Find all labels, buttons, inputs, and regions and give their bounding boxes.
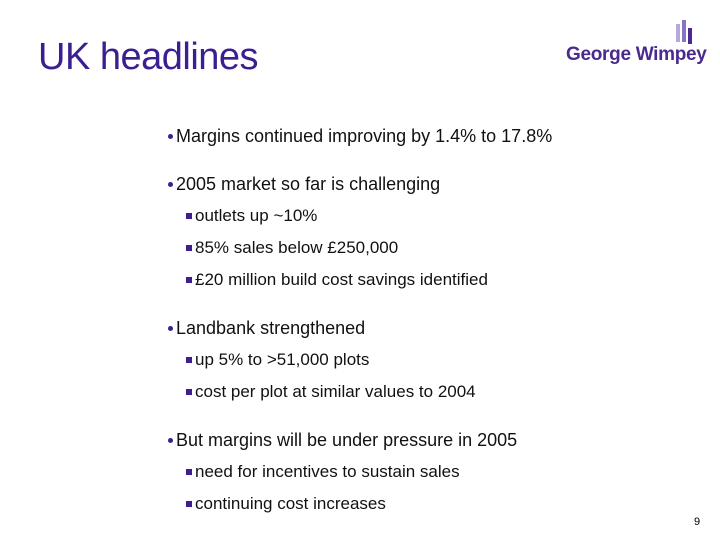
bullet-square-icon [186, 213, 192, 219]
slide-title: UK headlines [38, 36, 259, 78]
bullet-square-icon [186, 469, 192, 475]
bullet-section [168, 316, 688, 404]
bullet-item [168, 316, 688, 340]
george-wimpey-logo [566, 18, 707, 68]
bullet-square-icon [186, 245, 192, 251]
bullet-square-icon [186, 277, 192, 283]
bullet-dot-icon [168, 438, 173, 443]
sub-bullet-text: need for incentives to sustain sales [195, 462, 460, 481]
sub-bullet-text: 85% sales below £250,000 [195, 238, 399, 257]
sub-bullet-item [186, 236, 688, 260]
sub-bullet-item [186, 460, 688, 484]
sub-bullet-item [186, 204, 688, 228]
sub-bullet-text: continuing cost increases [195, 494, 386, 513]
sub-bullet-item [186, 380, 688, 404]
bullet-item [168, 124, 688, 148]
sub-bullet-text: £20 million build cost savings identified [195, 270, 488, 289]
bullet-dot-icon [168, 326, 173, 331]
sub-bullet-item [186, 492, 688, 516]
sub-bullet-item [186, 348, 688, 372]
bullet-text: But margins will be under pressure in 2005 [176, 430, 518, 450]
bullet-text: Margins continued improving by 1.4% to 17.8% [176, 126, 553, 146]
bullet-dot-icon [168, 134, 173, 139]
bullet-list [168, 124, 688, 540]
sub-bullet-text: outlets up ~10% [195, 206, 318, 225]
page-number: 9 [694, 516, 701, 528]
bullet-square-icon [186, 501, 192, 507]
sub-bullet-text: cost per plot at similar values to 2004 [195, 382, 476, 401]
bullet-section [168, 428, 688, 516]
logo-text: George Wimpey [566, 44, 707, 65]
bullet-square-icon [186, 389, 192, 395]
bullet-square-icon [186, 357, 192, 363]
bullet-section [168, 124, 688, 148]
bullet-item [168, 172, 688, 196]
bullet-item [168, 428, 688, 452]
bullet-dot-icon [168, 182, 173, 187]
sub-bullet-item [186, 268, 688, 292]
sub-bullet-text: up 5% to >51,000 plots [195, 350, 370, 369]
bullet-text: Landbank strengthened [176, 318, 366, 338]
bullet-section [168, 172, 688, 292]
bullet-text: 2005 market so far is challenging [176, 174, 441, 194]
